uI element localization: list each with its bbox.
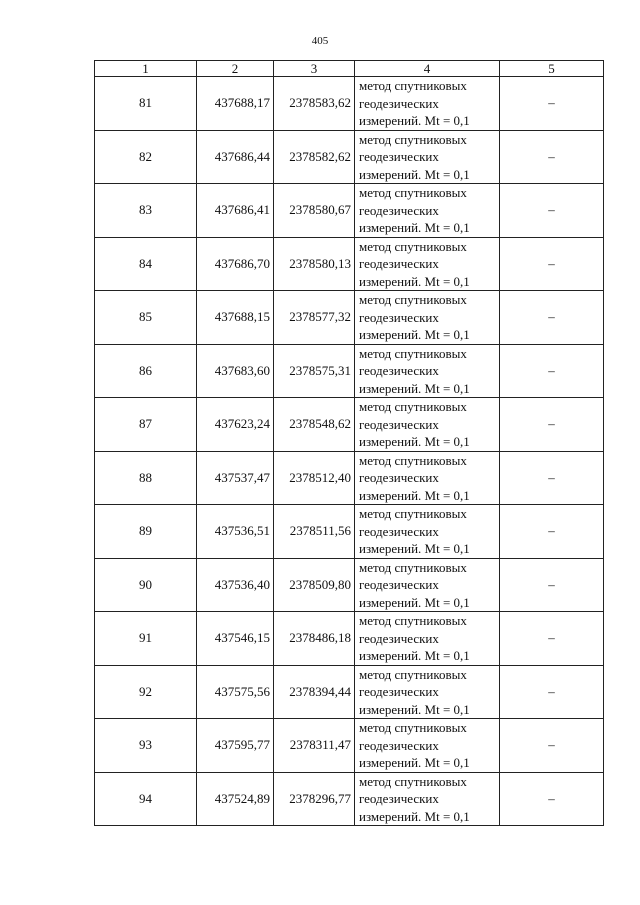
note-cell: – (500, 344, 604, 398)
method-cell: метод спутниковых геодезических измерений. Mt = 0,1 (355, 505, 500, 559)
x-coordinate-cell: 437595,77 (197, 719, 274, 773)
x-coordinate-cell: 437536,51 (197, 505, 274, 559)
y-coordinate-cell: 2378548,62 (274, 398, 355, 452)
page-number: 405 (311, 35, 329, 47)
y-coordinate-cell: 2378394,44 (274, 665, 355, 719)
table-row (95, 130, 604, 184)
x-coordinate-cell: 437536,40 (197, 558, 274, 612)
table-row (95, 344, 604, 398)
x-coordinate-cell: 437546,15 (197, 612, 274, 666)
table-body (95, 77, 604, 826)
x-coordinate-cell: 437537,47 (197, 451, 274, 505)
method-cell: метод спутниковых геодезических измерений. Mt = 0,1 (355, 344, 500, 398)
point-number-cell: 92 (95, 665, 197, 719)
y-coordinate-cell: 2378486,18 (274, 612, 355, 666)
method-cell: метод спутниковых геодезических измерений. Mt = 0,1 (355, 184, 500, 238)
point-number-cell: 89 (95, 505, 197, 559)
point-number-cell: 82 (95, 130, 197, 184)
y-coordinate-cell: 2378296,77 (274, 772, 355, 826)
x-coordinate-cell: 437686,44 (197, 130, 274, 184)
note-cell: – (500, 505, 604, 559)
x-coordinate-cell: 437686,70 (197, 237, 274, 291)
x-coordinate-cell: 437686,41 (197, 184, 274, 238)
method-cell: метод спутниковых геодезических измерений. Mt = 0,1 (355, 77, 500, 131)
point-number-cell: 87 (95, 398, 197, 452)
note-cell: – (500, 184, 604, 238)
point-number-cell: 85 (95, 291, 197, 345)
point-number-cell: 84 (95, 237, 197, 291)
x-coordinate-cell: 437688,15 (197, 291, 274, 345)
table-row (95, 184, 604, 238)
note-cell: – (500, 665, 604, 719)
table-row (95, 665, 604, 719)
table-row (95, 612, 604, 666)
y-coordinate-cell: 2378512,40 (274, 451, 355, 505)
note-cell: – (500, 612, 604, 666)
y-coordinate-cell: 2378575,31 (274, 344, 355, 398)
point-number-cell: 90 (95, 558, 197, 612)
column-header-3: 3 (274, 61, 355, 77)
method-cell: метод спутниковых геодезических измерений. Mt = 0,1 (355, 398, 500, 452)
table-row (95, 451, 604, 505)
method-cell: метод спутниковых геодезических измерений. Mt = 0,1 (355, 451, 500, 505)
table-row (95, 237, 604, 291)
note-cell: – (500, 772, 604, 826)
y-coordinate-cell: 2378311,47 (274, 719, 355, 773)
table-row (95, 398, 604, 452)
note-cell: – (500, 719, 604, 773)
method-cell: метод спутниковых геодезических измерений. Mt = 0,1 (355, 665, 500, 719)
table-row (95, 291, 604, 345)
y-coordinate-cell: 2378577,32 (274, 291, 355, 345)
point-number-cell: 81 (95, 77, 197, 131)
point-number-cell: 93 (95, 719, 197, 773)
method-cell: метод спутниковых геодезических измерений. Mt = 0,1 (355, 772, 500, 826)
column-header-2: 2 (197, 61, 274, 77)
x-coordinate-cell: 437688,17 (197, 77, 274, 131)
point-number-cell: 83 (95, 184, 197, 238)
method-cell: метод спутниковых геодезических измерений. Mt = 0,1 (355, 719, 500, 773)
note-cell: – (500, 237, 604, 291)
column-header-1: 1 (95, 61, 197, 77)
y-coordinate-cell: 2378583,62 (274, 77, 355, 131)
method-cell: метод спутниковых геодезических измерений. Mt = 0,1 (355, 237, 500, 291)
note-cell: – (500, 398, 604, 452)
column-header-5: 5 (500, 61, 604, 77)
x-coordinate-cell: 437623,24 (197, 398, 274, 452)
method-cell: метод спутниковых геодезических измерений. Mt = 0,1 (355, 130, 500, 184)
table-header-row (95, 61, 604, 77)
point-number-cell: 91 (95, 612, 197, 666)
y-coordinate-cell: 2378582,62 (274, 130, 355, 184)
table-row (95, 505, 604, 559)
coordinates-table (94, 60, 604, 826)
y-coordinate-cell: 2378509,80 (274, 558, 355, 612)
note-cell: – (500, 130, 604, 184)
note-cell: – (500, 291, 604, 345)
y-coordinate-cell: 2378511,56 (274, 505, 355, 559)
point-number-cell: 88 (95, 451, 197, 505)
table-row (95, 77, 604, 131)
method-cell: метод спутниковых геодезических измерений. Mt = 0,1 (355, 612, 500, 666)
table-row (95, 558, 604, 612)
note-cell: – (500, 558, 604, 612)
x-coordinate-cell: 437683,60 (197, 344, 274, 398)
note-cell: – (500, 451, 604, 505)
method-cell: метод спутниковых геодезических измерений. Mt = 0,1 (355, 558, 500, 612)
table-row (95, 719, 604, 773)
y-coordinate-cell: 2378580,13 (274, 237, 355, 291)
y-coordinate-cell: 2378580,67 (274, 184, 355, 238)
point-number-cell: 86 (95, 344, 197, 398)
table-row (95, 772, 604, 826)
column-header-4: 4 (355, 61, 500, 77)
note-cell: – (500, 77, 604, 131)
x-coordinate-cell: 437575,56 (197, 665, 274, 719)
point-number-cell: 94 (95, 772, 197, 826)
method-cell: метод спутниковых геодезических измерений. Mt = 0,1 (355, 291, 500, 345)
x-coordinate-cell: 437524,89 (197, 772, 274, 826)
